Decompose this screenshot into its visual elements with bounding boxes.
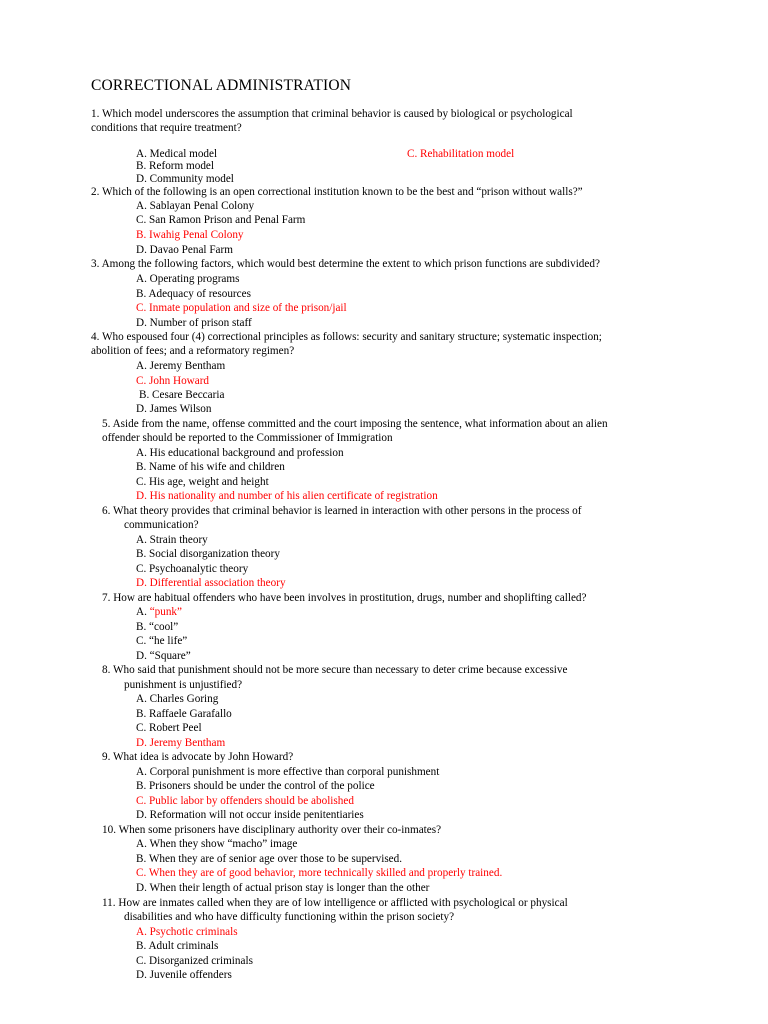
q3-option-a: A. Operating programs [136,273,240,285]
q1-option-b: B. Reform model [136,160,214,172]
question-1-text: 1. Which model underscores the assumption that criminal behavior is caused by biological or psychological [91,108,573,120]
q9-option-d: D. Reformation will not occur inside penitentiaries [136,809,364,821]
q7-option-b: B. “cool” [136,621,179,633]
question-9-text: 9. What idea is advocate by John Howard? [102,751,294,763]
q8-option-a: A. Charles Goring [136,693,219,705]
q8-option-c: C. Robert Peel [136,722,202,734]
q10-option-a: A. When they show “macho” image [136,838,298,850]
q4-option-b: B. Cesare Beccaria [139,389,225,401]
question-5-text-cont: offender should be reported to the Commissioner of Immigration [102,432,393,444]
question-7-text: 7. How are habitual offenders who have been involves in prostitution, drugs, number and shoplifting called? [102,592,587,604]
q7-option-a-text: A. “punk” [136,606,182,618]
question-8-text: 8. Who said that punishment should not be more secure than necessary to deter crime because excessive [102,664,568,676]
q3-option-c-answer: C. Inmate population and size of the prison/jail [136,302,347,314]
q6-option-a: A. Strain theory [136,534,208,546]
q5-option-b: B. Name of his wife and children [136,461,285,473]
q10-option-d: D. When their length of actual prison stay is longer than the other [136,882,430,894]
question-6-text-cont: communication? [124,519,199,531]
q7-option-c: C. “he life” [136,635,188,647]
question-10-text: 10. When some prisoners have disciplinary authority over their co-inmates? [102,824,442,836]
question-2-text: 2. Which of the following is an open correctional institution known to be the best and “prison without walls?” [91,186,583,198]
q11-option-c: C. Disorganized criminals [136,955,253,967]
q8-option-b: B. Raffaele Garafallo [136,708,232,720]
q7-option-a-answer [136,605,182,619]
q9-option-c-answer: C. Public labor by offenders should be abolished [136,795,354,807]
q4-option-d: D. James Wilson [136,403,212,415]
q2-option-d: D. Davao Penal Farm [136,244,233,256]
q6-option-d-answer: D. Differential association theory [136,577,286,589]
q5-option-c: C. His age, weight and height [136,476,269,488]
q2-option-c: C. San Ramon Prison and Penal Farm [136,214,306,226]
question-4-text: 4. Who espoused four (4) correctional principles as follows: security and sanitary structure; systematic inspection; [91,331,602,343]
question-5-text: 5. Aside from the name, offense committed and the court imposing the sentence, what information about an alien [102,418,608,430]
q4-option-a: A. Jeremy Bentham [136,360,226,372]
question-4-text-cont: abolition of fees; and a reformatory regimen? [91,345,295,357]
q2-option-b-answer: B. Iwahig Penal Colony [136,229,244,241]
q10-option-c-answer: C. When they are of good behavior, more technically skilled and properly trained. [136,867,503,879]
q1-option-d: D. Community model [136,173,234,185]
question-11-text: 11. How are inmates called when they are of low intelligence or afflicted with psychological or physical [102,897,568,909]
q2-option-a: A. Sablayan Penal Colony [136,200,255,212]
page-title: CORRECTIONAL ADMINISTRATION [91,77,352,94]
q10-option-b: B. When they are of senior age over those to be supervised. [136,853,403,865]
q6-option-b: B. Social disorganization theory [136,548,280,560]
q5-option-a: A. His educational background and profession [136,447,344,459]
question-3-text: 3. Among the following factors, which would best determine the extent to which prison functions are subdivided? [91,258,600,270]
q4-option-c-answer: C. John Howard [136,375,210,387]
q1-answer-highlight: C. Rehabilitation model [407,148,515,160]
q9-option-b: B. Prisoners should be under the control of the police [136,780,375,792]
q6-option-c: C. Psychoanalytic theory [136,563,249,575]
q5-option-d-answer: D. His nationality and number of his alien certificate of registration [136,490,438,502]
q11-option-a-answer: A. Psychotic criminals [136,926,238,938]
question-8-text-cont: punishment is unjustified? [124,679,243,691]
q11-option-d: D. Juvenile offenders [136,969,232,981]
q1-option-a: A. Medical model [136,148,218,160]
q9-option-a: A. Corporal punishment is more effective than corporal punishment [136,766,440,778]
q7-option-d: D. “Square” [136,650,191,662]
question-1-text-cont: conditions that require treatment? [91,122,242,134]
question-6-text: 6. What theory provides that criminal behavior is learned in interaction with other persons in the process of [102,505,582,517]
q3-option-b: B. Adequacy of resources [136,288,251,300]
question-11-text-cont: disabilities and who have difficulty functioning within the prison society? [124,911,455,923]
q8-option-d-answer: D. Jeremy Bentham [136,737,226,749]
q3-option-d: D. Number of prison staff [136,317,252,329]
q11-option-b: B. Adult criminals [136,940,219,952]
